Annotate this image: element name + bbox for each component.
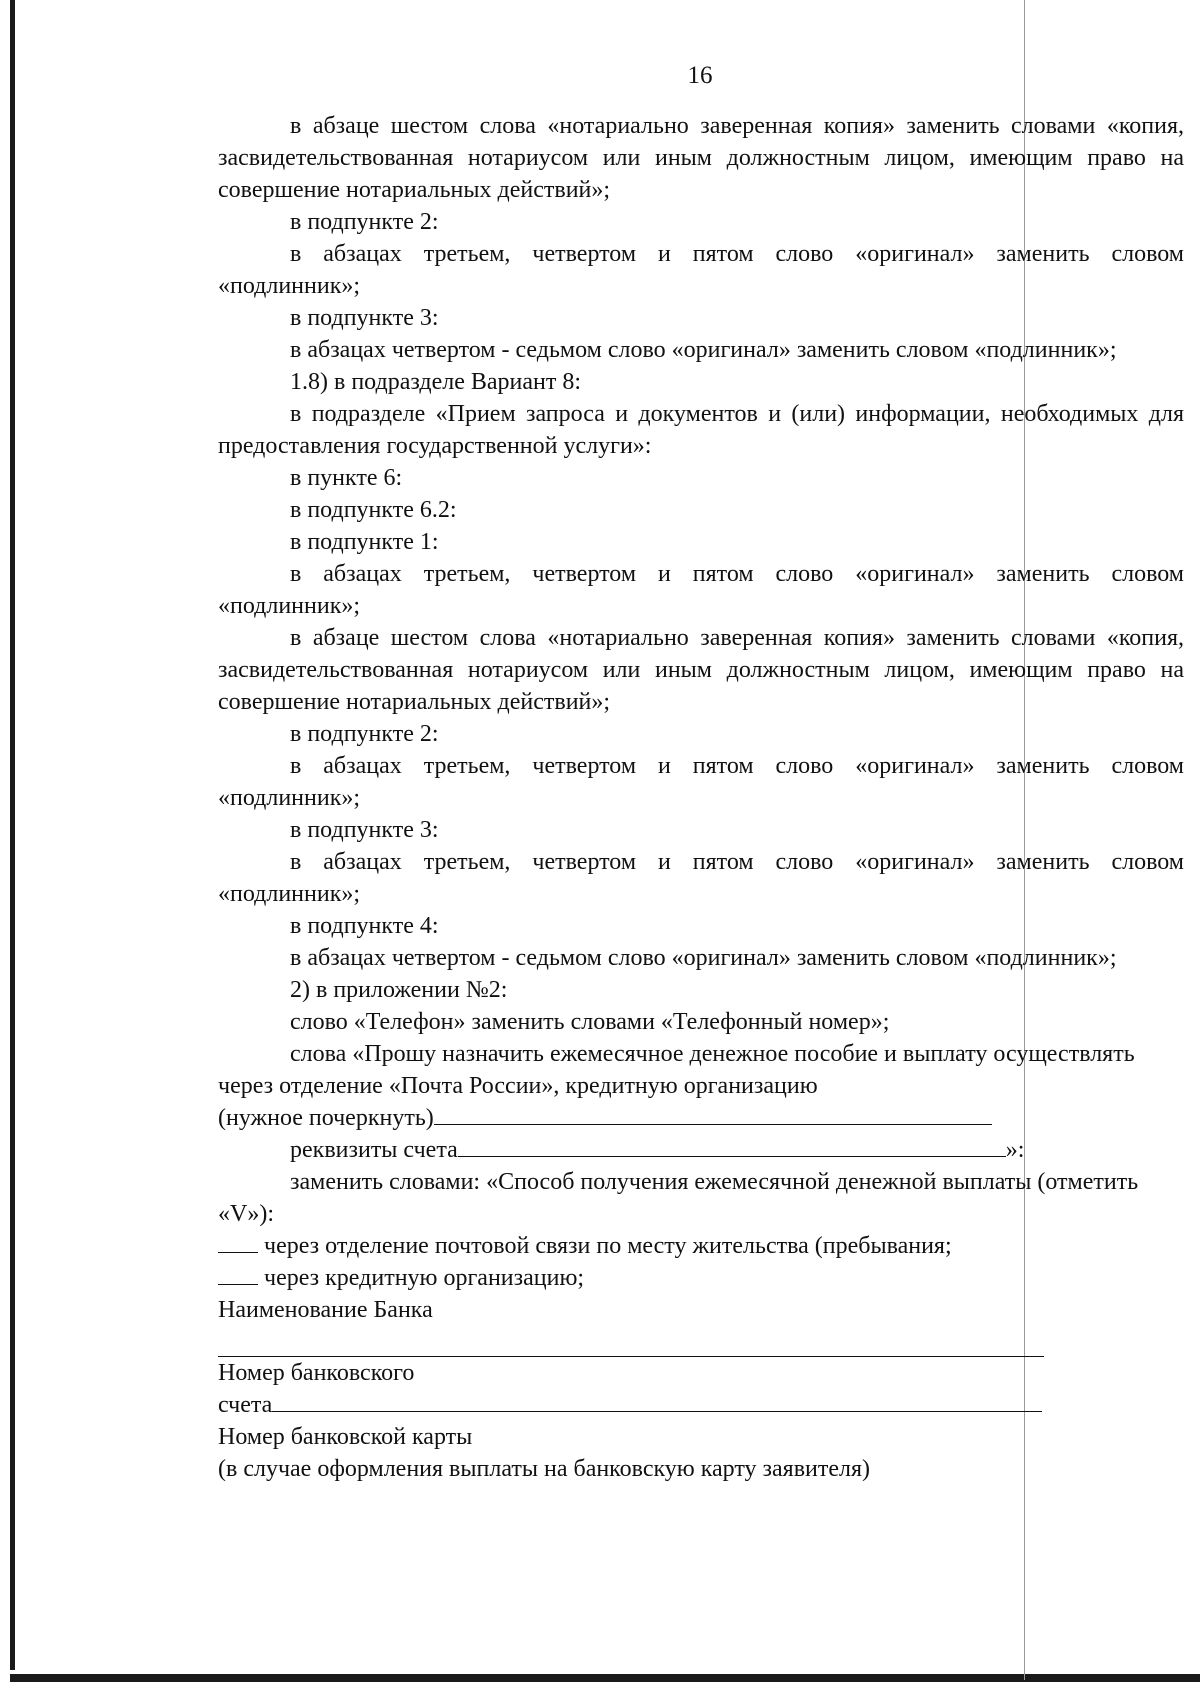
account-details-label: реквизиты счета [290,1137,458,1163]
paragraph: в абзаце шестом слова «нотариально заверенная копия» заменить словами «копия, засвидетельствованная нотариусом или иным должностным лицом, имеющим право на совершение нотариальных действий»; [218,625,1184,715]
paragraph: в абзацах третьем, четвертом и пятом слово «оригинал» заменить словом «подлинник»; [218,753,1184,811]
paragraph: слово «Телефон» заменить словами «Телефонный номер»; [290,1009,890,1035]
old-form-text-continued [218,1102,1184,1134]
option-credit-organization-label: через кредитную организацию; [264,1265,585,1291]
bank-name-blank [218,1326,1044,1357]
paragraph: в подпункте 3: [290,817,439,843]
paragraph: в абзацах третьем, четвертом и пятом слово «оригинал» заменить словом «подлинник»; [218,849,1184,907]
option-post-office-label: через отделение почтовой связи по месту жительства (пребывания; [264,1233,952,1259]
option-post-office [218,1230,1184,1262]
blank-line [458,1134,1006,1157]
paragraph: в пункте 6: [290,465,403,491]
paragraph: в подпункте 2: [290,721,439,747]
paragraph: 1.8) в подразделе Вариант 8: [290,369,582,395]
account-number-line [218,1389,1184,1421]
scan-bottom-edge [10,1674,1200,1682]
paragraph: в абзацах четвертом - седьмом слово «оригинал» заменить словом «подлинник»; [290,945,1117,971]
checkbox-line [218,1262,258,1285]
paragraph: в абзацах третьем, четвертом и пятом слово «оригинал» заменить словом «подлинник»; [218,561,1184,619]
blank-line [272,1389,1042,1412]
account-number-label-end: счета [218,1392,273,1418]
checkbox-line [218,1230,258,1253]
card-note: (в случае оформления выплаты на банковскую карту заявителя) [218,1456,871,1482]
paragraph: в абзаце шестом слова «нотариально заверенная копия» заменить словами «копия, засвидетельствованная нотариусом или иным должностным лицом, имеющим право на совершение нотариальных действий»; [218,113,1184,203]
old-form-text: слова «Прошу назначить ежемесячное денежное пособие и выплату осуществлять через отделение «Почта России», кредитную организацию [218,1041,1135,1099]
paragraph: в подпункте 1: [290,529,439,555]
paragraph: в подразделе «Прием запроса и документов и (или) информации, необходимых для предоставления государственной услуги»: [218,401,1184,459]
underline-hint: (нужное почеркнуть) [218,1105,434,1131]
new-form-text: заменить словами: «Способ получения ежемесячной денежной выплаты (отметить «V»): [218,1169,1139,1227]
page-number: 16 [687,62,713,89]
account-details-suffix: »: [1005,1137,1025,1163]
bank-name-label: Наименование Банка [218,1297,433,1323]
paragraph: в подпункте 2: [290,209,439,235]
account-details-line [218,1134,1184,1166]
scan-left-edge [10,0,15,1670]
paragraph: в подпункте 3: [290,305,439,331]
document-body [218,110,1184,1485]
paragraph: в абзацах четвертом - седьмом слово «оригинал» заменить словом «подлинник»; [290,337,1117,363]
card-number-label: Номер банковской карты [218,1424,473,1450]
paragraph: в абзацах третьем, четвертом и пятом слово «оригинал» заменить словом «подлинник»; [218,241,1184,299]
paragraph: в подпункте 6.2: [290,497,457,523]
paragraph: 2) в приложении №2: [290,977,508,1003]
paragraph: в подпункте 4: [290,913,439,939]
blank-line [434,1102,992,1125]
option-credit-organization [218,1262,1184,1294]
account-number-label: Номер банковского [218,1360,415,1386]
